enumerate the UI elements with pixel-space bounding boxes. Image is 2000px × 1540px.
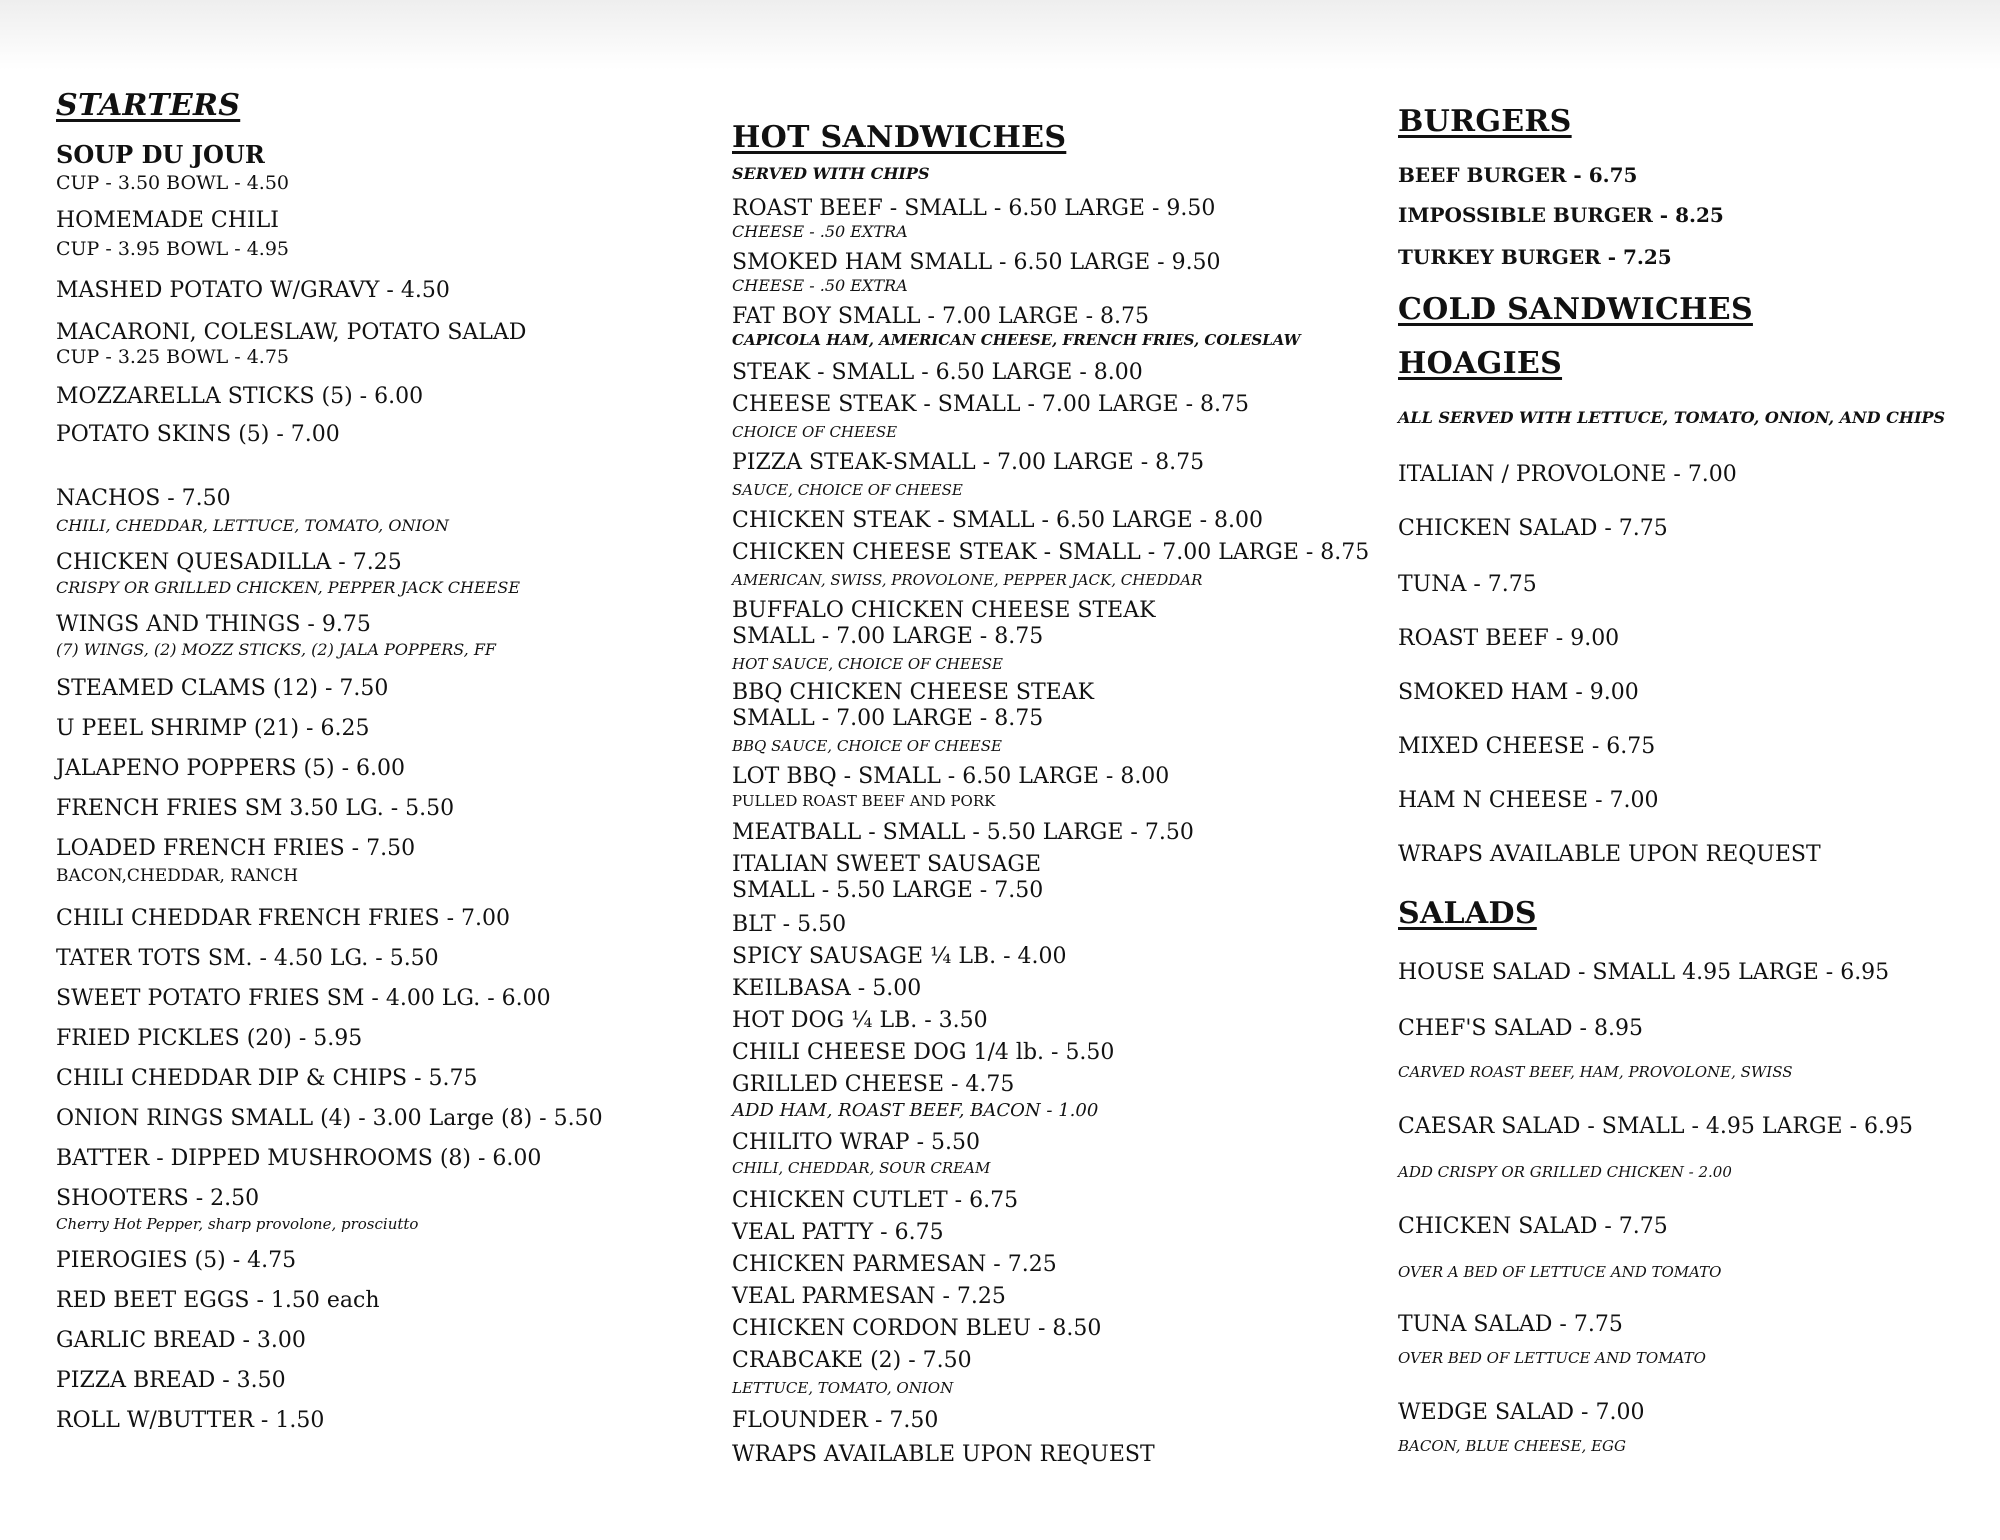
- menu-item: LOT BBQ - SMALL - 6.50 LARGE - 8.00: [732, 764, 1170, 789]
- menu-item: CRABCAKE (2) - 7.50: [732, 1348, 972, 1373]
- menu-item: HAM N CHEESE - 7.00: [1398, 788, 1659, 813]
- menu-item: CAESAR SALAD - SMALL - 4.95 LARGE - 6.95: [1398, 1114, 1914, 1139]
- hot-sandwiches-heading: HOT SANDWICHES: [732, 120, 1067, 155]
- hoagies-note: ALL SERVED WITH LETTUCE, TOMATO, ONION, AND CHIPS: [1398, 408, 1946, 427]
- menu-item-note: SAUCE, CHOICE OF CHEESE: [732, 481, 963, 499]
- menu-item: BLT - 5.50: [732, 912, 847, 937]
- menu-item: MACARONI, COLESLAW, POTATO SALAD: [56, 320, 527, 345]
- menu-item: RED BEET EGGS - 1.50 each: [56, 1288, 380, 1313]
- burgers-heading: BURGERS: [1398, 104, 1572, 139]
- menu-item: LOADED FRENCH FRIES - 7.50: [56, 836, 416, 861]
- menu-item-note: CHEESE - .50 EXTRA: [732, 222, 908, 241]
- menu-item-note: ADD CRISPY OR GRILLED CHICKEN - 2.00: [1398, 1163, 1732, 1181]
- menu-item: SWEET POTATO FRIES SM - 4.00 LG. - 6.00: [56, 986, 551, 1011]
- menu-item: WINGS AND THINGS - 9.75: [56, 612, 371, 637]
- menu-item: STEAMED CLAMS (12) - 7.50: [56, 676, 389, 701]
- menu-item: PIEROGIES (5) - 4.75: [56, 1248, 297, 1273]
- menu-item-note: HOT SAUCE, CHOICE OF CHEESE: [732, 655, 1003, 673]
- menu-item: HOMEMADE CHILI: [56, 208, 279, 233]
- menu-item-note: CAPICOLA HAM, AMERICAN CHEESE, FRENCH FRIES, COLESLAW: [732, 331, 1301, 349]
- menu-item-note: OVER A BED OF LETTUCE AND TOMATO: [1398, 1263, 1722, 1281]
- menu-item-note: CHILI, CHEDDAR, LETTUCE, TOMATO, ONION: [56, 516, 449, 535]
- menu-item-note: AMERICAN, SWISS, PROVOLONE, PEPPER JACK, CHEDDAR: [732, 571, 1203, 589]
- menu-item: BEEF BURGER - 6.75: [1398, 163, 1638, 187]
- menu-item: TUNA SALAD - 7.75: [1398, 1312, 1623, 1337]
- menu-item-note: CUP - 3.25 BOWL - 4.75: [56, 346, 290, 368]
- menu-item-note: Cherry Hot Pepper, sharp provolone, prosciutto: [56, 1215, 419, 1233]
- menu-item: CHEF'S SALAD - 8.95: [1398, 1016, 1643, 1041]
- menu-item: FAT BOY SMALL - 7.00 LARGE - 8.75: [732, 304, 1150, 329]
- menu-item-note: CUP - 3.50 BOWL - 4.50: [56, 172, 290, 194]
- menu-item: STEAK - SMALL - 6.50 LARGE - 8.00: [732, 360, 1143, 385]
- hoagies-heading: HOAGIES: [1398, 346, 1563, 381]
- menu-item-note: CHILI, CHEDDAR, SOUR CREAM: [732, 1159, 991, 1177]
- menu-item-note: BBQ SAUCE, CHOICE OF CHEESE: [732, 737, 1002, 755]
- menu-item: SHOOTERS - 2.50: [56, 1186, 260, 1211]
- menu-item: NACHOS - 7.50: [56, 486, 231, 511]
- menu-item: TUNA - 7.75: [1398, 572, 1537, 597]
- menu-item: U PEEL SHRIMP (21) - 6.25: [56, 716, 370, 741]
- menu-item: VEAL PATTY - 6.75: [732, 1220, 944, 1245]
- menu-item: FLOUNDER - 7.50: [732, 1408, 939, 1433]
- menu-item: CHICKEN SALAD - 7.75: [1398, 1214, 1668, 1239]
- menu-item: ROLL W/BUTTER - 1.50: [56, 1408, 325, 1433]
- menu-item: CHICKEN QUESADILLA - 7.25: [56, 550, 402, 575]
- menu-item: CHICKEN SALAD - 7.75: [1398, 516, 1668, 541]
- menu-item-line2: SMALL - 7.00 LARGE - 8.75: [732, 706, 1044, 731]
- menu-item-line2: SMALL - 7.00 LARGE - 8.75: [732, 624, 1044, 649]
- menu-item: CHILI CHEESE DOG 1/4 lb. - 5.50: [732, 1040, 1115, 1065]
- menu-item: ONION RINGS SMALL (4) - 3.00 Large (8) - 5.50: [56, 1106, 603, 1131]
- menu-item: ROAST BEEF - 9.00: [1398, 626, 1620, 651]
- menu-item: HOUSE SALAD - SMALL 4.95 LARGE - 6.95: [1398, 960, 1890, 985]
- menu-item-note: ADD HAM, ROAST BEEF, BACON - 1.00: [732, 1100, 1099, 1121]
- menu-item-note: LETTUCE, TOMATO, ONION: [732, 1379, 954, 1397]
- menu-item: KEILBASA - 5.00: [732, 976, 922, 1001]
- page-top-shadow: [0, 0, 2000, 70]
- menu-item-note: CUP - 3.95 BOWL - 4.95: [56, 238, 290, 260]
- menu-item: TATER TOTS SM. - 4.50 LG. - 5.50: [56, 946, 439, 971]
- menu-item-note: BACON,CHEDDAR, RANCH: [56, 866, 299, 886]
- menu-item: PIZZA BREAD - 3.50: [56, 1368, 286, 1393]
- menu-item: WEDGE SALAD - 7.00: [1398, 1400, 1645, 1425]
- menu-item-line2: SMALL - 5.50 LARGE - 7.50: [732, 878, 1044, 903]
- menu-item: SMOKED HAM - 9.00: [1398, 680, 1639, 705]
- menu-item: JALAPENO POPPERS (5) - 6.00: [56, 756, 406, 781]
- menu-item: CHICKEN CUTLET - 6.75: [732, 1188, 1019, 1213]
- menu-item: WRAPS AVAILABLE UPON REQUEST: [732, 1442, 1155, 1467]
- salads-heading: SALADS: [1398, 896, 1537, 931]
- menu-item: MOZZARELLA STICKS (5) - 6.00: [56, 384, 424, 409]
- menu-item: VEAL PARMESAN - 7.25: [732, 1284, 1006, 1309]
- menu-item-note: OVER BED OF LETTUCE AND TOMATO: [1398, 1349, 1706, 1367]
- menu-item-note: CHOICE OF CHEESE: [732, 423, 898, 441]
- menu-item: POTATO SKINS (5) - 7.00: [56, 422, 340, 447]
- menu-item: CHICKEN CHEESE STEAK - SMALL - 7.00 LARGE - 8.75: [732, 540, 1370, 565]
- menu-item: CHICKEN PARMESAN - 7.25: [732, 1252, 1057, 1277]
- menu-item: ITALIAN SWEET SAUSAGE: [732, 852, 1042, 877]
- cold-sandwiches-heading: COLD SANDWICHES: [1398, 292, 1753, 327]
- menu-item-note: CARVED ROAST BEEF, HAM, PROVOLONE, SWISS: [1398, 1063, 1793, 1081]
- menu-item: ITALIAN / PROVOLONE - 7.00: [1398, 462, 1737, 487]
- menu-item-note: (7) WINGS, (2) MOZZ STICKS, (2) JALA POPPERS, FF: [56, 640, 497, 659]
- menu-item: CHILI CHEDDAR FRENCH FRIES - 7.00: [56, 906, 511, 931]
- hot-sandwiches-subheading: SERVED WITH CHIPS: [732, 164, 930, 183]
- menu-item: MIXED CHEESE - 6.75: [1398, 734, 1656, 759]
- menu-item-note: BACON, BLUE CHEESE, EGG: [1398, 1437, 1626, 1455]
- menu-item: CHICKEN CORDON BLEU - 8.50: [732, 1316, 1102, 1341]
- menu-item-note: CRISPY OR GRILLED CHICKEN, PEPPER JACK CHEESE: [56, 578, 520, 597]
- menu-item: SOUP DU JOUR: [56, 140, 265, 169]
- menu-item: HOT DOG ¼ LB. - 3.50: [732, 1008, 988, 1033]
- menu-item: SPICY SAUSAGE ¼ LB. - 4.00: [732, 944, 1067, 969]
- menu-item: IMPOSSIBLE BURGER - 8.25: [1398, 203, 1724, 227]
- menu-item: FRIED PICKLES (20) - 5.95: [56, 1026, 363, 1051]
- menu-item: BBQ CHICKEN CHEESE STEAK: [732, 680, 1095, 705]
- menu-item: PIZZA STEAK-SMALL - 7.00 LARGE - 8.75: [732, 450, 1205, 475]
- menu-item: FRENCH FRIES SM 3.50 LG. - 5.50: [56, 796, 455, 821]
- menu-item: BATTER - DIPPED MUSHROOMS (8) - 6.00: [56, 1146, 542, 1171]
- menu-item: WRAPS AVAILABLE UPON REQUEST: [1398, 842, 1821, 867]
- menu-item-note: CHEESE - .50 EXTRA: [732, 276, 908, 295]
- menu-item: BUFFALO CHICKEN CHEESE STEAK: [732, 598, 1156, 623]
- menu-item: MASHED POTATO W/GRAVY - 4.50: [56, 278, 450, 303]
- menu-item: CHICKEN STEAK - SMALL - 6.50 LARGE - 8.00: [732, 508, 1264, 533]
- menu-item: SMOKED HAM SMALL - 6.50 LARGE - 9.50: [732, 250, 1221, 275]
- menu-item: ROAST BEEF - SMALL - 6.50 LARGE - 9.50: [732, 196, 1216, 221]
- menu-item: GARLIC BREAD - 3.00: [56, 1328, 306, 1353]
- menu-item-note: PULLED ROAST BEEF AND PORK: [732, 792, 996, 810]
- starters-heading: STARTERS: [56, 88, 241, 123]
- menu-item: CHILI CHEDDAR DIP & CHIPS - 5.75: [56, 1066, 478, 1091]
- menu-item: CHILITO WRAP - 5.50: [732, 1130, 980, 1155]
- menu-item: MEATBALL - SMALL - 5.50 LARGE - 7.50: [732, 820, 1194, 845]
- menu-item: GRILLED CHEESE - 4.75: [732, 1072, 1015, 1097]
- menu-item: TURKEY BURGER - 7.25: [1398, 245, 1672, 269]
- menu-item: CHEESE STEAK - SMALL - 7.00 LARGE - 8.75: [732, 392, 1250, 417]
